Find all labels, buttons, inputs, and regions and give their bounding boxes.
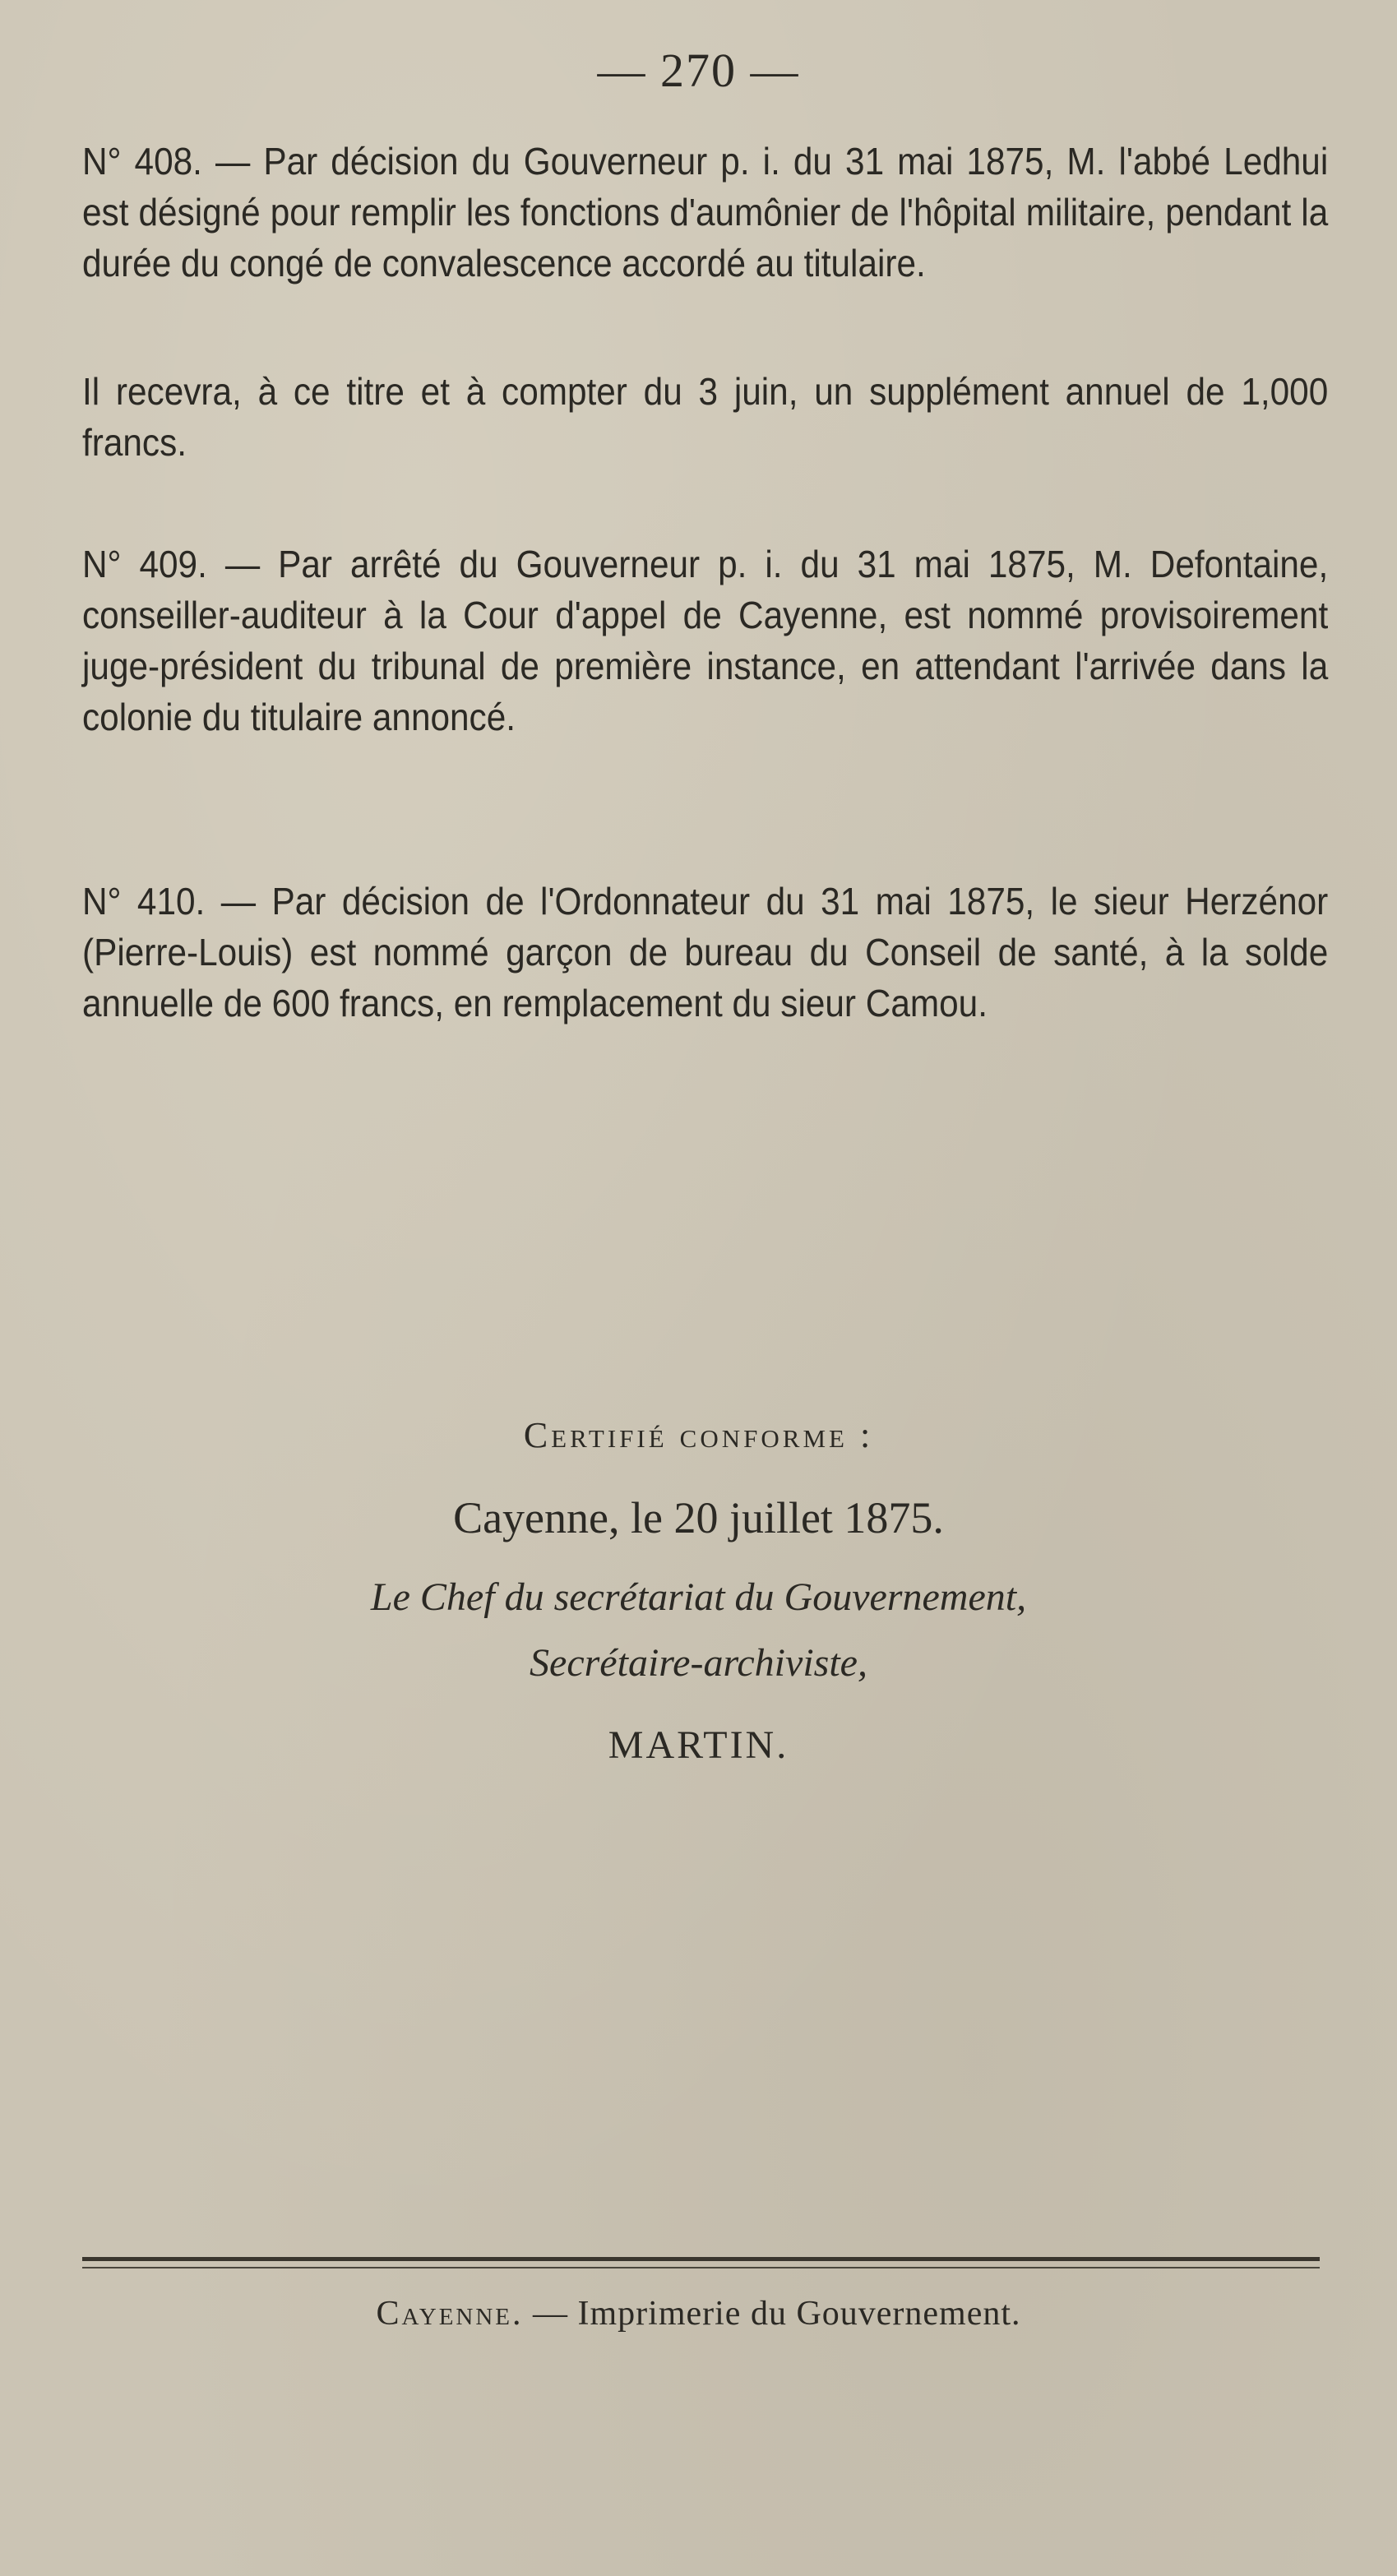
footer-rule-thin [82,2267,1320,2268]
printer-footer [0,2294,1397,2333]
certification-date: Cayenne, le 20 juillet 1875. [453,1493,944,1542]
footer-city: Cayenne. [376,2295,524,2333]
entry-408-paragraph-1: N° 408. — Par décision du Gouverneur p. i. du 31 mai 1875, M. l'abbé Ledhui est désigné pour remplir les fonctions d'aumônier de l'hôpital militaire, pendant la durée du congé de convalescence accordé au titulaire. [82,140,1329,284]
footer-rule-thick [82,2257,1320,2261]
entry-410 [82,876,1328,1029]
entry-408 [82,136,1328,289]
certification-role-line-1: Le Chef du secrétariat du Gouvernement, [370,1575,1027,1619]
certification-heading: Certifié conforme : [523,1415,874,1455]
certification-signatory: MARTIN. [608,1723,789,1767]
entry-408-paragraph-2: Il recevra, à ce titre et à compter du 3 juin, un supplément annuel de 1,000 francs. [82,370,1329,464]
entry-409-paragraph-1: N° 409. — Par arrêté du Gouverneur p. i. du 31 mai 1875, M. Defontaine, conseiller-auditeur à la Cour d'appel de Cayenne, est nommé provisoirement juge-président du tribunal de première instance, en attendant l'arrivée dans la colonie du titulaire annoncé. [82,543,1329,738]
entry-410-paragraph-1: N° 410. — Par décision de l'Ordonnateur du 31 mai 1875, le sieur Herzénor (Pierre-Louis) est nommé garçon de bureau du Conseil de santé, à la solde annuelle de 600 francs, en remplacement du sieur Camou. [82,880,1329,1024]
entry-408-continuation [82,366,1328,468]
certification-role-line-2: Secrétaire-archiviste, [530,1641,867,1685]
page-number: — 270 — [597,44,800,97]
entry-409 [82,539,1328,742]
footer-printer: — Imprimerie du Gouvernement. [533,2295,1021,2333]
